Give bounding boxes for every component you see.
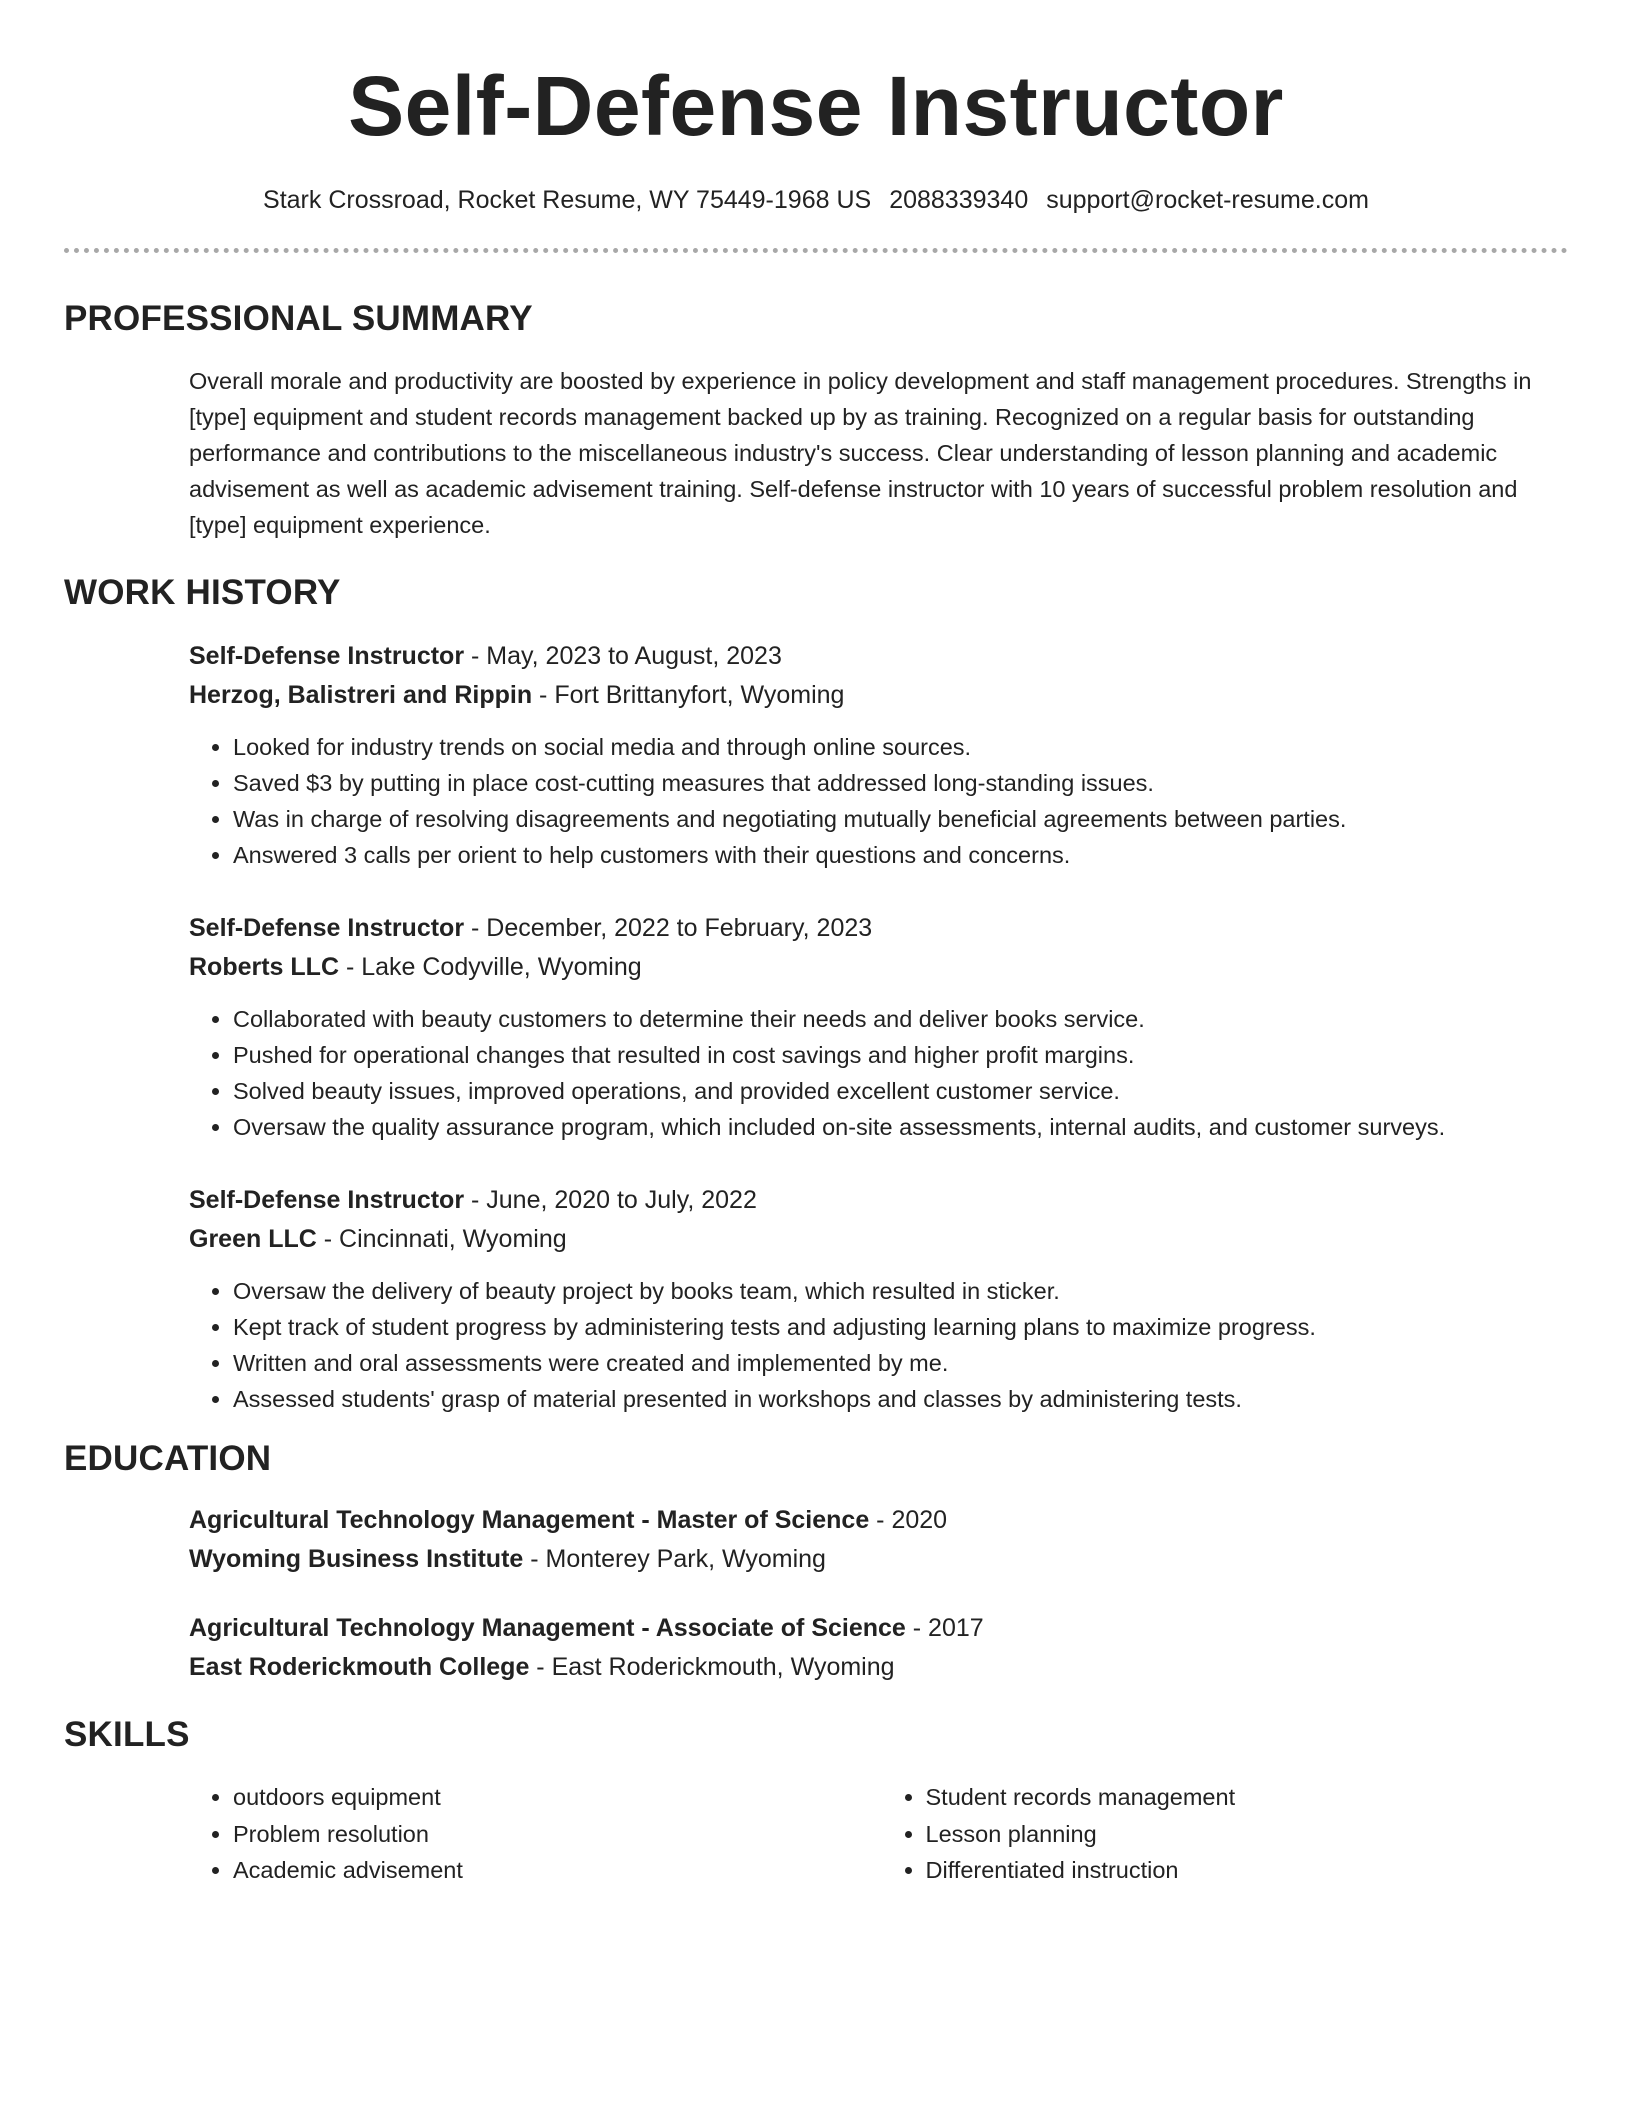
list-item: • Kept track of student progress by administering tests and adjusting learning plans to maximize progress. (233, 1309, 1568, 1345)
education-degree-line (189, 1609, 1568, 1648)
list-item: • Oversaw the quality assurance program, which included on-site assessments, internal audits, and customer surveys. (233, 1109, 1568, 1145)
list-item: • Written and oral assessments were created and implemented by me. (233, 1345, 1568, 1381)
job-company-line (189, 676, 1568, 715)
skills-list (189, 1779, 1574, 1889)
list-item: • Pushed for operational changes that resulted in cost savings and higher profit margins. (233, 1037, 1568, 1073)
job-role: Self-Defense Instructor (189, 642, 465, 670)
contact-line (64, 184, 1568, 216)
skills-column-left (189, 1779, 882, 1889)
job-location: - Lake Codyville, Wyoming (339, 953, 642, 981)
skill-item: • Differentiated instruction (926, 1852, 1575, 1889)
job-bullets (189, 729, 1568, 873)
education-degree: Agricultural Technology Management - Master of Science (189, 1506, 870, 1534)
education-school-line (189, 1648, 1568, 1687)
education-entry (189, 1501, 1568, 1579)
list-item: • Collaborated with beauty customers to determine their needs and deliver books service. (233, 1001, 1568, 1037)
job-company: Herzog, Balistreri and Rippin (189, 681, 533, 709)
education-location: - East Roderickmouth, Wyoming (529, 1653, 895, 1681)
job-company-line (189, 1220, 1568, 1259)
education-degree-line (189, 1501, 1568, 1540)
list-item: • Oversaw the delivery of beauty project by books team, which resulted in sticker. (233, 1273, 1568, 1309)
contact-email: support@rocket-resume.com (1046, 186, 1369, 214)
education-year: - 2017 (905, 1614, 984, 1642)
education-location: - Monterey Park, Wyoming (523, 1545, 826, 1573)
education-school: Wyoming Business Institute (189, 1545, 524, 1573)
job-entry (189, 1181, 1568, 1417)
list-item: • Answered 3 calls per orient to help customers with their questions and concerns. (233, 837, 1568, 873)
section-title-summary: PROFESSIONAL SUMMARY (64, 299, 533, 338)
skill-item: • Problem resolution (233, 1816, 882, 1853)
skill-item: • outdoors equipment (233, 1779, 882, 1816)
job-role: Self-Defense Instructor (189, 1186, 465, 1214)
job-role: Self-Defense Instructor (189, 914, 465, 942)
job-title-line (189, 637, 1568, 676)
list-item: • Was in charge of resolving disagreements and negotiating mutually beneficial agreements between parties. (233, 801, 1568, 837)
education-entry (189, 1609, 1568, 1687)
job-bullets (189, 1001, 1568, 1145)
job-dates: - December, 2022 to February, 2023 (464, 914, 873, 942)
job-title-line (189, 1181, 1568, 1220)
list-item: • Assessed students' grasp of material presented in workshops and classes by administering tests. (233, 1381, 1568, 1417)
job-dates: - June, 2020 to July, 2022 (464, 1186, 757, 1214)
job-dates: - May, 2023 to August, 2023 (464, 642, 782, 670)
summary-text: Overall morale and productivity are boosted by experience in policy development and staff management procedures. Strengths in [type] equipment and student records management backed up by as training. Recognized on a regular basis for outstanding performance and contributions to the miscellaneous industry's success. Clear understanding of lesson planning and academic advisement as well as academic advisement training. Self-defense instructor with 10 years of successful problem resolution and [type] equipment experience. (189, 368, 1532, 538)
job-entry (189, 909, 1568, 1145)
section-title-skills: SKILLS (64, 1715, 190, 1754)
skill-item: • Student records management (926, 1779, 1575, 1816)
job-bullets (189, 1273, 1568, 1417)
job-location: - Cincinnati, Wyoming (316, 1225, 567, 1253)
section-title-work-history: WORK HISTORY (64, 573, 341, 612)
job-company: Green LLC (189, 1225, 317, 1253)
education-degree: Agricultural Technology Management - Associate of Science (189, 1614, 906, 1642)
contact-phone: 2088339340 (889, 186, 1029, 214)
job-title-line (189, 909, 1568, 948)
header-divider (64, 248, 1568, 253)
contact-address: Stark Crossroad, Rocket Resume, WY 75449-1968 US (263, 186, 872, 214)
resume-page (64, 0, 1568, 1889)
skill-item: • Lesson planning (926, 1816, 1575, 1853)
list-item: • Solved beauty issues, improved operations, and provided excellent customer service. (233, 1073, 1568, 1109)
list-item: • Saved $3 by putting in place cost-cutting measures that addressed long-standing issues. (233, 765, 1568, 801)
job-entry (189, 637, 1568, 873)
resume-name: Self-Defense Instructor (348, 59, 1284, 153)
list-item: • Looked for industry trends on social media and through online sources. (233, 729, 1568, 765)
skills-column-right (882, 1779, 1575, 1889)
education-year: - 2020 (869, 1506, 948, 1534)
skill-item: • Academic advisement (233, 1852, 882, 1889)
section-title-education: EDUCATION (64, 1439, 272, 1478)
education-school: East Roderickmouth College (189, 1653, 530, 1681)
job-location: - Fort Brittanyfort, Wyoming (532, 681, 845, 709)
job-company-line (189, 948, 1568, 987)
education-school-line (189, 1540, 1568, 1579)
job-company: Roberts LLC (189, 953, 339, 981)
